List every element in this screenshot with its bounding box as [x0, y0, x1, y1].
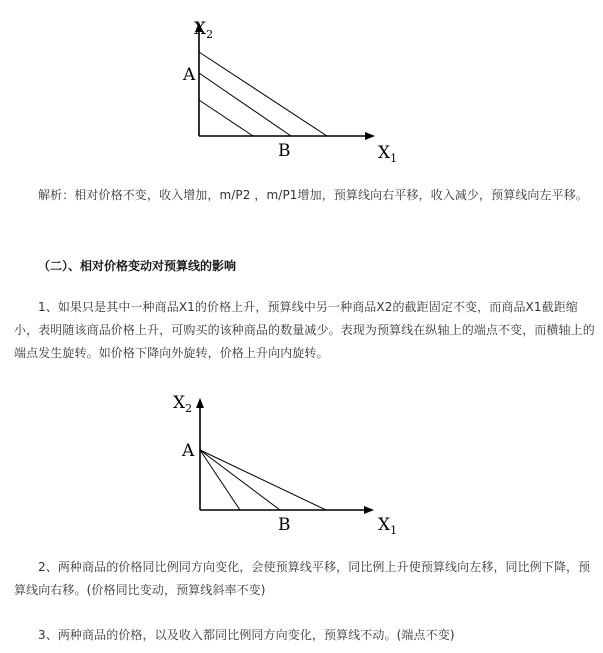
analysis-paragraph: 解析：相对价格不变，收入增加，m/P2 ，m/P1增加，预算线向右平移，收入减少，预算线向左平移。 — [38, 188, 588, 202]
x-axis-label: $X_1$ — [378, 515, 398, 536]
budget-line-outer — [200, 450, 326, 510]
x-axis-arrow — [364, 506, 374, 514]
point-a-label: A — [183, 65, 196, 85]
y-axis-label: $X_2$ — [173, 393, 193, 415]
point-a-label: A — [182, 441, 195, 461]
point-b-label: B — [278, 141, 291, 161]
budget-line-inner — [199, 100, 253, 136]
point3-paragraph: 3、两种商品的价格，以及收入都同比例同方向变化，预算线不动。(端点不变) — [38, 628, 455, 642]
budget-line-middle — [200, 450, 280, 510]
y-axis-arrow — [196, 398, 204, 408]
section-heading: （二）、相对价格变动对预算线的影响 — [38, 259, 237, 273]
budget-shift-figure — [175, 12, 427, 164]
point-b-label: B — [278, 515, 291, 535]
x-axis-arrow — [365, 132, 375, 140]
budget-rotation-figure — [168, 386, 434, 536]
point1-paragraph: 1、如果只是其中一种商品X1的价格上升，预算线中另一种商品X2的截距固定不变，而商品X1截距缩小，表明随该商品价格上升，可购买的该种商品的数量减少。表现为预算线在纵轴上的端点不变，而横轴上的端点发生旋转。如价格下降向外旋转，价格上升向内旋转。 — [14, 300, 595, 360]
x-axis-label: $X_1$ — [378, 143, 398, 164]
y-axis-label: $X_2$ — [194, 19, 214, 41]
point2-paragraph: 2、两种商品的价格同比例同方向变化，会使预算线平移，同比例上升使预算线向左移，同比例下降，预算线向右移。(价格同比变动，预算线斜率不变) — [14, 560, 591, 597]
budget-line-outer — [199, 52, 327, 136]
